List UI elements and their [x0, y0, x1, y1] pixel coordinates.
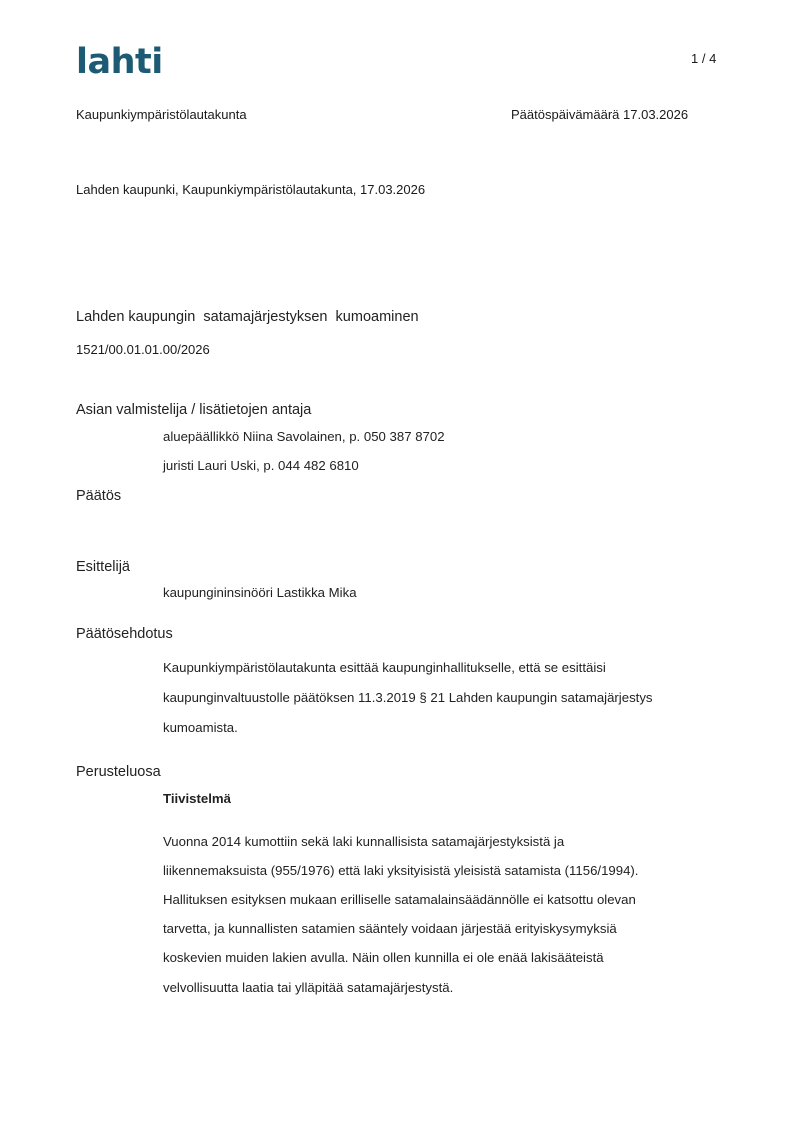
- summary-line-5: koskevien muiden lakien avulla. Näin ollen kunnilla ei ole enää lakisääteistä: [163, 950, 604, 965]
- preparer-heading: Asian valmistelija / lisätietojen antaja: [76, 402, 312, 418]
- summary-subheading: Tiivistelmä: [163, 791, 231, 806]
- summary-line-1: Vuonna 2014 kumottiin sekä laki kunnallisista satamajärjestyksistä ja: [163, 834, 565, 849]
- board-name: Kaupunkiympäristölautakunta: [76, 107, 247, 122]
- proposal-line-1: Kaupunkiympäristölautakunta esittää kaupunginhallitukselle, että se esittäisi: [163, 660, 606, 675]
- page-number: 1 / 4: [691, 51, 717, 66]
- decision-date: Päätöspäivämäärä 17.03.2026: [511, 107, 689, 122]
- summary-line-2: liikennemaksuista (955/1976) että laki yksityisistä yleisistä satamista (1156/1994).: [163, 863, 639, 878]
- case-number: 1521/00.01.01.00/2026: [76, 342, 210, 357]
- case-title: Lahden kaupungin satamajärjestyksen kumoaminen: [76, 309, 419, 325]
- proposal-heading: Päätösehdotus: [76, 626, 173, 642]
- presenter-heading: Esittelijä: [76, 559, 130, 575]
- preparer-line-1: aluepäällikkö Niina Savolainen, p. 050 387 8702: [163, 429, 445, 444]
- summary-line-4: tarvetta, ja kunnallisten satamien sääntely voidaan järjestää erityiskysymyksiä: [163, 921, 617, 936]
- preparer-line-2: juristi Lauri Uski, p. 044 482 6810: [163, 458, 359, 473]
- lahti-logo: lahti: [76, 42, 163, 82]
- presenter-name: kaupungininsinööri Lastikka Mika: [163, 585, 357, 600]
- summary-line-3: Hallituksen esityksen mukaan erilliselle satamalainsäädännölle ei katsottu olevan: [163, 892, 636, 907]
- summary-line-6: velvollisuutta laatia tai ylläpitää satamajärjestystä.: [163, 980, 454, 995]
- meeting-line: Lahden kaupunki, Kaupunkiympäristölautakunta, 17.03.2026: [76, 182, 426, 197]
- justification-heading: Perusteluosa: [76, 764, 161, 780]
- decision-heading: Päätös: [76, 488, 122, 504]
- proposal-line-2: kaupunginvaltuustolle päätöksen 11.3.2019 § 21 Lahden kaupungin satamajärjestys: [163, 690, 653, 705]
- proposal-line-3: kumoamista.: [163, 720, 238, 735]
